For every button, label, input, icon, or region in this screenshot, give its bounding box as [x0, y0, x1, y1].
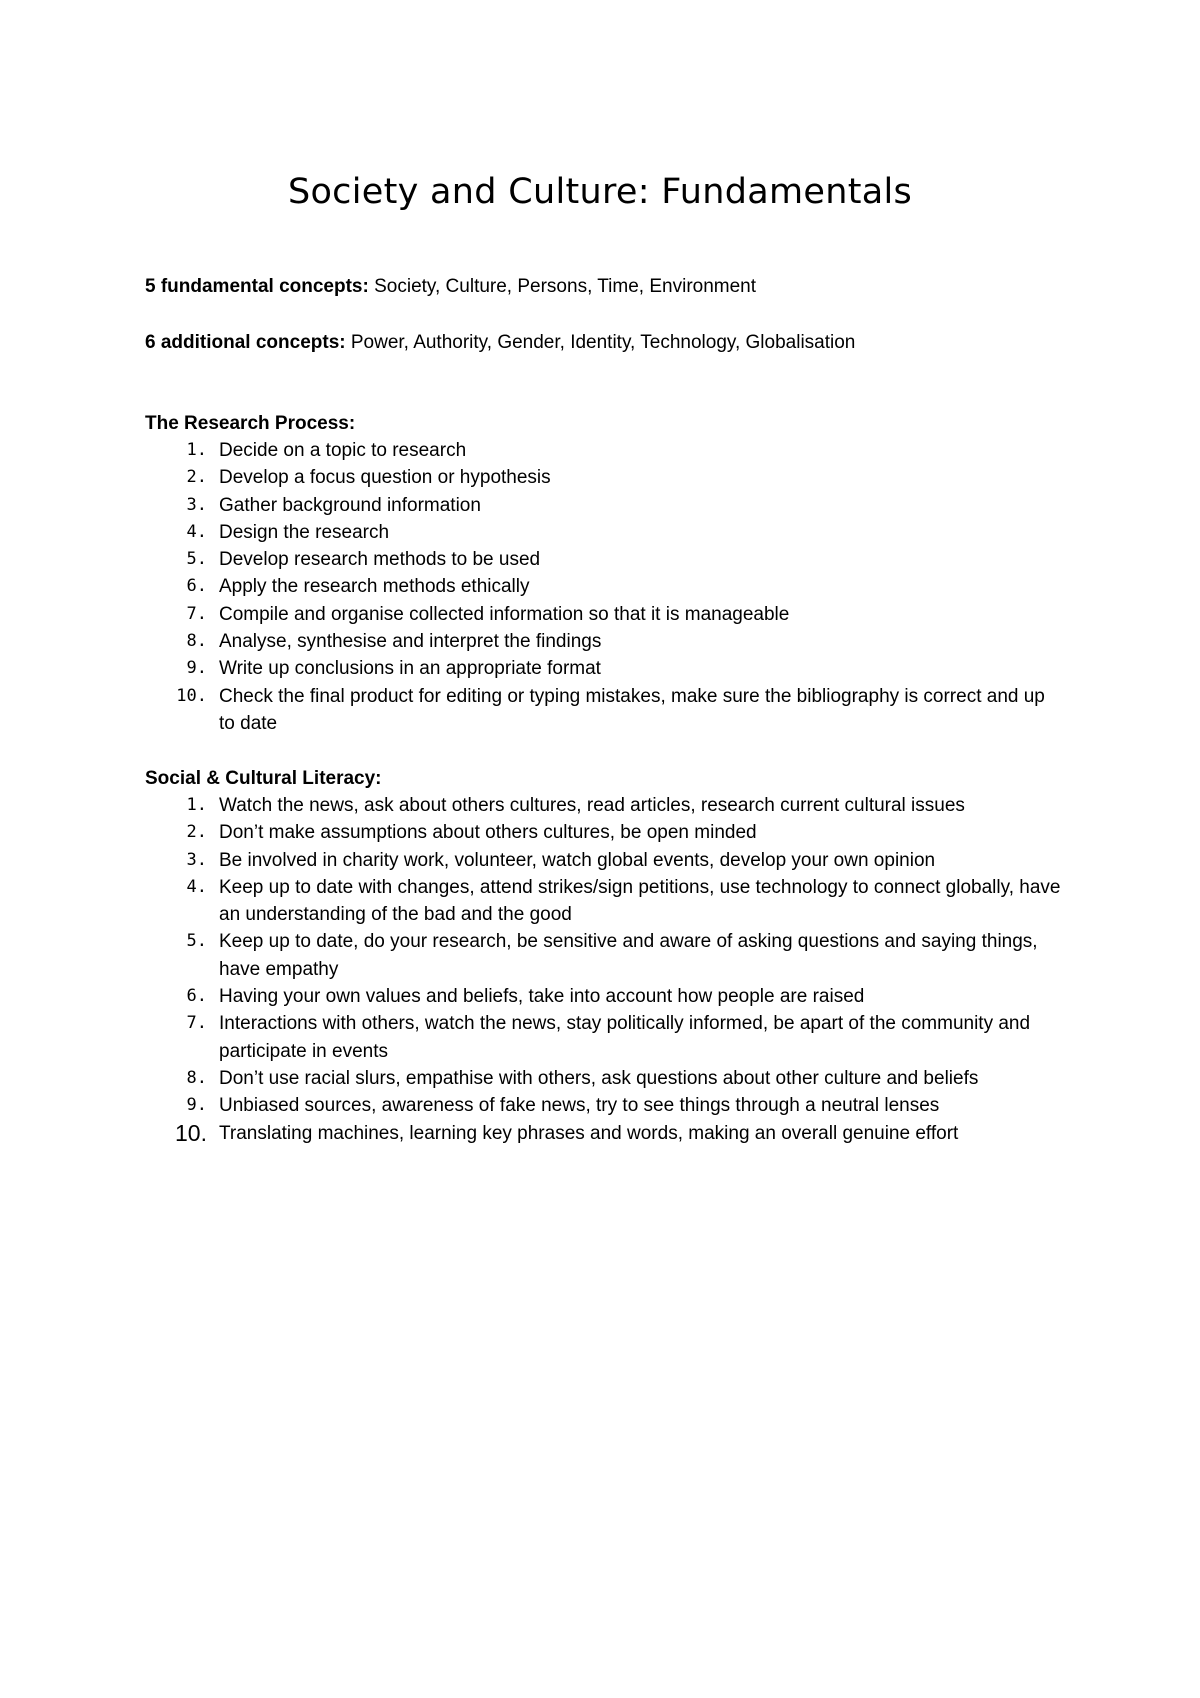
list-item — [145, 847, 1065, 874]
list-item-number: 5. — [186, 549, 207, 570]
fundamental-concepts-label: 5 fundamental concepts: — [145, 276, 369, 297]
list-item-text: Develop research methods to be used — [219, 549, 541, 571]
list-item-text: Gather background information — [219, 494, 481, 516]
list-item — [145, 628, 1065, 655]
list-item-number: 3. — [186, 494, 207, 515]
list-item-number: 8. — [186, 1067, 207, 1088]
list-item-number: 10. — [175, 1119, 207, 1146]
page-title: Society and Culture: Fundamentals — [287, 172, 913, 212]
list-item-text: Develop a focus question or hypothesis — [219, 467, 551, 489]
list-item-text: Interactions with others, watch the news, stay politically informed, be apart of the community and participate in events — [219, 1013, 1031, 1062]
fundamental-concepts-line — [145, 273, 756, 300]
cultural-literacy-heading: Social & Cultural Literacy: — [145, 768, 382, 789]
list-item-text: Decide on a topic to research — [219, 440, 467, 461]
list-item — [145, 1092, 1065, 1119]
list-item-number: 3. — [186, 849, 207, 870]
research-process-list — [145, 437, 1065, 737]
list-item-text: Compile and organise collected information so that it is manageable — [219, 603, 790, 625]
list-item — [145, 792, 1065, 819]
list-item-number: 2. — [186, 467, 207, 488]
list-item-text: Unbiased sources, awareness of fake news, try to see things through a neutral lenses — [219, 1095, 940, 1117]
list-item-text: Keep up to date with changes, attend strikes/sign petitions, use technology to connect globally, have an understanding of the bad and the good — [219, 876, 1061, 926]
list-item-number: 7. — [186, 603, 207, 624]
list-item-text: Keep up to date, do your research, be sensitive and aware of asking questions and saying things, have empathy — [219, 931, 1038, 980]
list-item — [145, 928, 1065, 983]
list-item-text: Apply the research methods ethically — [219, 576, 530, 598]
list-item — [145, 1010, 1065, 1065]
list-item-text: Write up conclusions in an appropriate format — [219, 658, 601, 680]
cultural-literacy-list — [145, 792, 1065, 1147]
list-item-number: 2. — [186, 822, 207, 843]
list-item — [145, 573, 1065, 600]
list-item-number: 9. — [186, 658, 207, 679]
list-item-number: 9. — [186, 1095, 207, 1116]
list-item-number: 6. — [186, 986, 207, 1007]
list-item-number: 6. — [186, 576, 207, 597]
list-item-number: 5. — [186, 931, 207, 952]
list-item-number: 8. — [186, 631, 207, 652]
list-item-number: 4. — [186, 521, 207, 542]
research-process-heading: The Research Process: — [145, 413, 356, 434]
list-item — [145, 1065, 1065, 1092]
list-item-number: 7. — [186, 1013, 207, 1034]
list-item — [145, 819, 1065, 846]
list-item-text: Don’t use racial slurs, empathise with others, ask questions about other culture and beliefs — [219, 1067, 979, 1089]
list-item — [145, 464, 1065, 491]
list-item — [145, 546, 1065, 573]
list-item — [145, 683, 1065, 738]
list-item — [145, 437, 1065, 464]
additional-concepts-line — [145, 329, 855, 356]
list-item-number: 1. — [186, 440, 207, 460]
list-item — [145, 655, 1065, 682]
list-item — [145, 492, 1065, 519]
list-item-text: Analyse, synthesise and interpret the findings — [219, 631, 602, 653]
list-item-text: Having your own values and beliefs, take into account how people are raised — [219, 986, 865, 1008]
list-item-number: 4. — [186, 876, 207, 897]
list-item-text: Design the research — [219, 521, 390, 543]
list-item-text: Don’t make assumptions about others cultures, be open minded — [219, 822, 757, 844]
list-item-text: Check the final product for editing or typing mistakes, make sure the bibliography is correct and up to date — [219, 685, 1045, 734]
list-item — [145, 601, 1065, 628]
fundamental-concepts-value: Society, Culture, Persons, Time, Environment — [368, 276, 757, 297]
list-item-text: Translating machines, learning key phrases and words, making an overall genuine effort — [219, 1122, 959, 1144]
list-item-text: Be involved in charity work, volunteer, watch global events, develop your own opinion — [219, 849, 936, 871]
list-item — [145, 983, 1065, 1010]
list-item-number: 10. — [176, 685, 207, 706]
additional-concepts-value: Power, Authority, Gender, Identity, Technology, Globalisation — [345, 332, 856, 353]
list-item — [145, 1120, 1065, 1147]
list-item — [145, 874, 1065, 929]
list-item — [145, 519, 1065, 546]
additional-concepts-label: 6 additional concepts: — [145, 332, 346, 353]
list-item-number: 1. — [186, 795, 207, 815]
list-item-text: Watch the news, ask about others cultures, read articles, research current cultural issues — [219, 795, 965, 816]
